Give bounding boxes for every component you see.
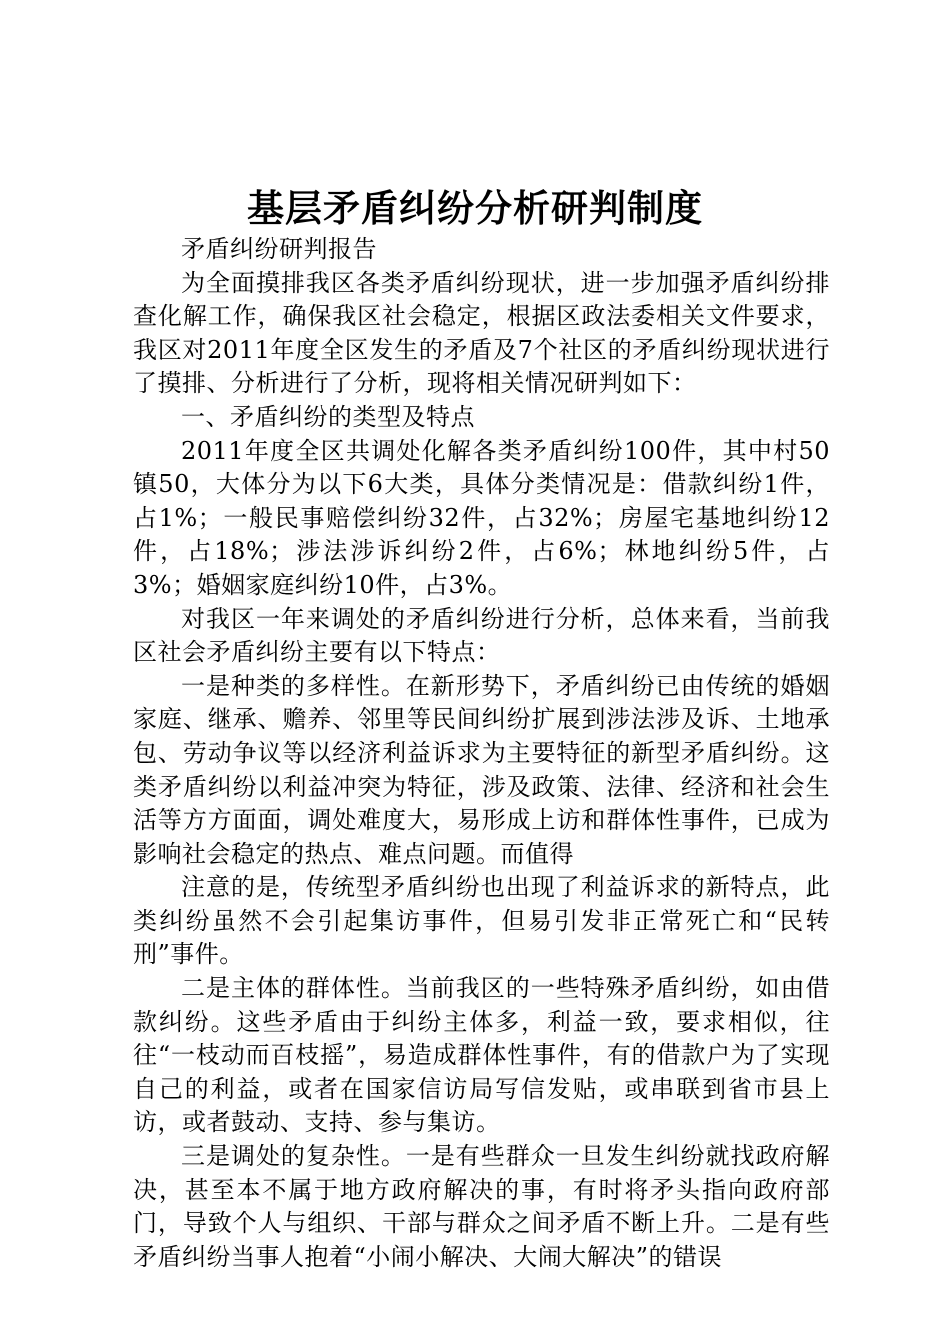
- section-heading-types: 一、矛盾纠纷的类型及特点: [181, 402, 475, 431]
- feature-one-continued-paragraph: 注意的是，传统型矛盾纠纷也出现了利益诉求的新特点，此类纠纷虽然不会引起集访事件，但易引发非正常死亡和“民转刑”事件。: [133, 873, 830, 969]
- intro-paragraph: 为全面摸排我区各类矛盾纠纷现状，进一步加强矛盾纠纷排查化解工作，确保我区社会稳定，根据区政法委相关文件要求，我区对2011年度全区发生的矛盾及7个社区的矛盾纠纷现状进行了摸排、分析进行了分析，现将相关情况研判如下：: [133, 268, 830, 398]
- document-title: 基层矛盾纠纷分析研判制度: [247, 186, 703, 230]
- report-subtitle: 矛盾纠纷研判报告: [181, 235, 377, 263]
- feature-one-paragraph: 一是种类的多样性。在新形势下，矛盾纠纷已由传统的婚姻家庭、继承、赡养、邻里等民间纠纷扩展到涉法涉及诉、土地承包、劳动争议等以经济利益诉求为主要特征的新型矛盾纠纷。这类矛盾纠纷以利益冲突为特征，涉及政策、法律、经济和社会生活等方方面面，调处难度大，易形成上访和群体性事件，已成为影响社会稳定的热点、难点问题。而值得: [133, 671, 830, 868]
- document-body: [133, 233, 830, 1274]
- analysis-paragraph: 对我区一年来调处的矛盾纠纷进行分析，总体来看，当前我区社会矛盾纠纷主要有以下特点：: [133, 604, 830, 667]
- feature-three-paragraph: 三是调处的复杂性。一是有些群众一旦发生纠纷就找政府解决，甚至本不属于地方政府解决的事，有时将矛头指向政府部门，导致个人与组织、干部与群众之间矛盾不断上升。二是有些矛盾纠纷当事人抱着“小闹小解决、大闹大解决”的错误: [133, 1142, 830, 1271]
- feature-two-paragraph: 二是主体的群体性。当前我区的一些特殊矛盾纠纷，如由借款纠纷。这些矛盾由于纠纷主体多，利益一致，要求相似，往往“一枝动而百枝摇”，易造成群体性事件，有的借款户为了实现自己的利益，或者在国家信访局写信发贴，或串联到省市县上访，或者鼓动、支持、参与集访。: [133, 974, 830, 1137]
- statistics-paragraph: 2011年度全区共调处化解各类矛盾纠纷100件，其中村50镇50，大体分为以下6大类，具体分类情况是：借款纠纷1件，占1%；一般民事赔偿纠纷32件，占32%；房屋宅基地纠纷12件，占18%；涉法涉诉纠纷2件，占6%；林地纠纷5件，占3%；婚姻家庭纠纷10件，占3%。: [133, 436, 830, 599]
